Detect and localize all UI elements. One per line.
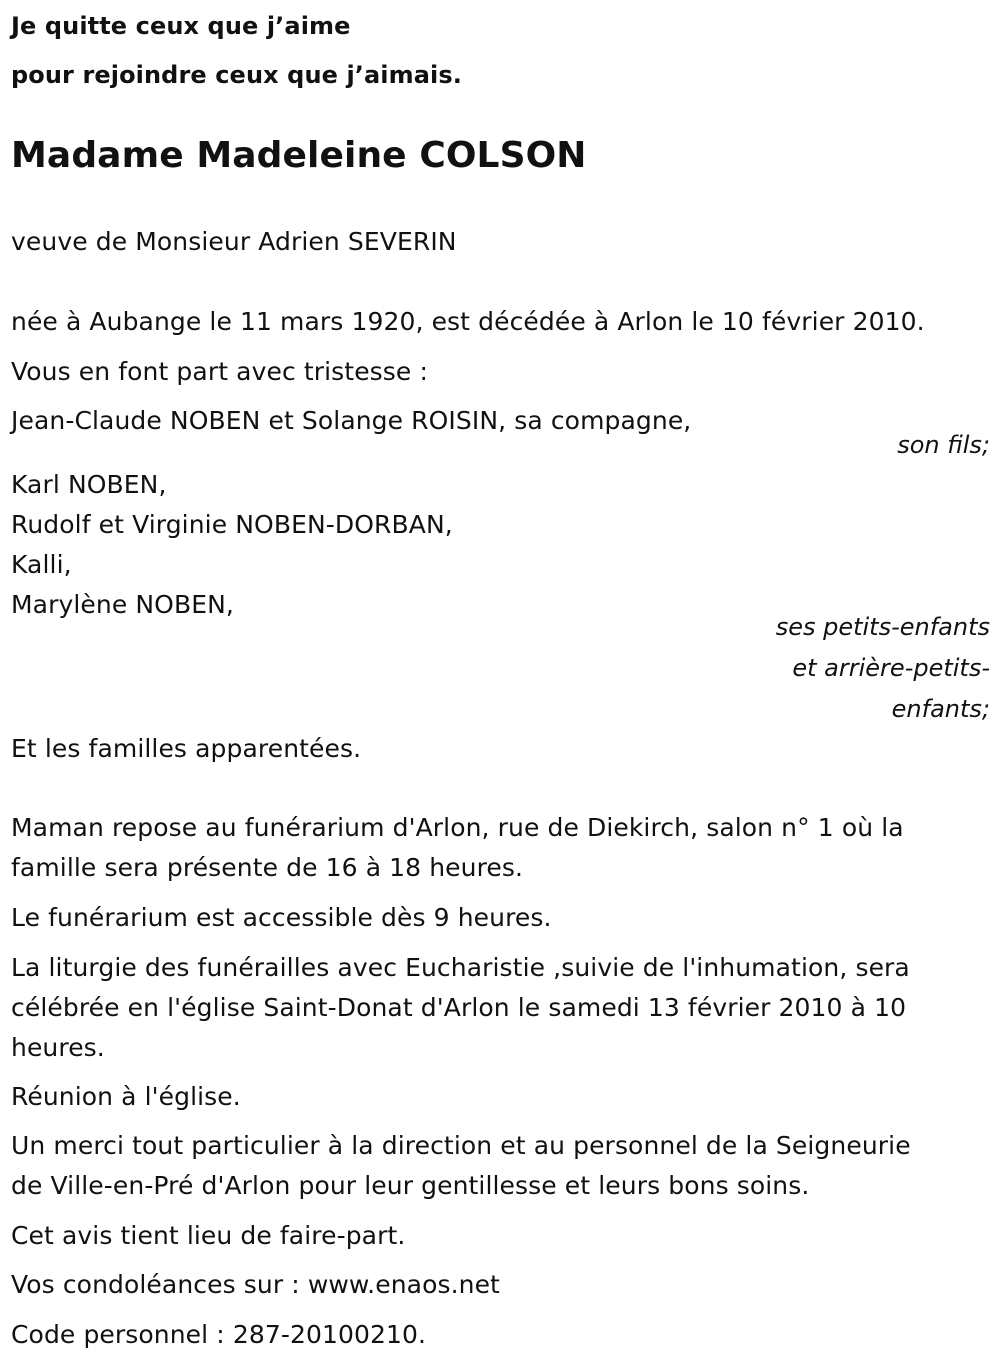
thanks-line-2: de Ville-en-Pré d'Arlon pour leur gentillesse et leurs bons soins.: [11, 1171, 810, 1200]
epigraph-line-2: pour rejoindre ceux que j’aimais.: [11, 61, 462, 89]
liturgy-line-1: La liturgie des funérailles avec Eucharistie ,suivie de l'inhumation, sera: [11, 953, 910, 982]
grandchild-item: Kalli,: [11, 550, 72, 579]
personal-code-line: Code personnel : 287-20100210.: [11, 1320, 427, 1349]
funerarium-line-1: Maman repose au funérarium d'Arlon, rue de Diekirch, salon n° 1 où la: [11, 813, 904, 842]
condolences-line: Vos condoléances sur : www.enaos.net: [11, 1270, 500, 1299]
son-name: Jean-Claude NOBEN et Solange ROISIN, sa compagne,: [11, 406, 692, 435]
meeting-line: Réunion à l'église.: [11, 1082, 241, 1111]
grandchildren-relation-line-2: et arrière-petits-: [792, 654, 990, 682]
families-line: Et les familles apparentées.: [11, 734, 362, 763]
notice-line: Cet avis tient lieu de faire-part.: [11, 1221, 406, 1250]
grandchild-item: Karl NOBEN,: [11, 470, 167, 499]
son-relation: son fils;: [897, 431, 990, 459]
deceased-name: Madame Madeleine COLSON: [11, 135, 587, 176]
birth-death: née à Aubange le 11 mars 1920, est décédée à Arlon le 10 février 2010.: [11, 307, 925, 336]
liturgy-line-3: heures.: [11, 1033, 105, 1062]
widow-of: veuve de Monsieur Adrien SEVERIN: [11, 227, 457, 256]
announcement-intro: Vous en font part avec tristesse :: [11, 357, 428, 386]
grandchildren-relation-line-3: enfants;: [891, 695, 990, 723]
liturgy-line-2: célébrée en l'église Saint-Donat d'Arlon le samedi 13 février 2010 à 10: [11, 993, 907, 1022]
access-line: Le funérarium est accessible dès 9 heures.: [11, 903, 552, 932]
thanks-line-1: Un merci tout particulier à la direction et au personnel de la Seigneurie: [11, 1131, 911, 1160]
grandchildren-relation-line-1: ses petits-enfants: [775, 613, 990, 641]
epigraph-line-1: Je quitte ceux que j’aime: [11, 12, 351, 40]
funerarium-line-2: famille sera présente de 16 à 18 heures.: [11, 853, 524, 882]
grandchild-item: Rudolf et Virginie NOBEN-DORBAN,: [11, 510, 453, 539]
grandchild-item: Marylène NOBEN,: [11, 590, 234, 619]
